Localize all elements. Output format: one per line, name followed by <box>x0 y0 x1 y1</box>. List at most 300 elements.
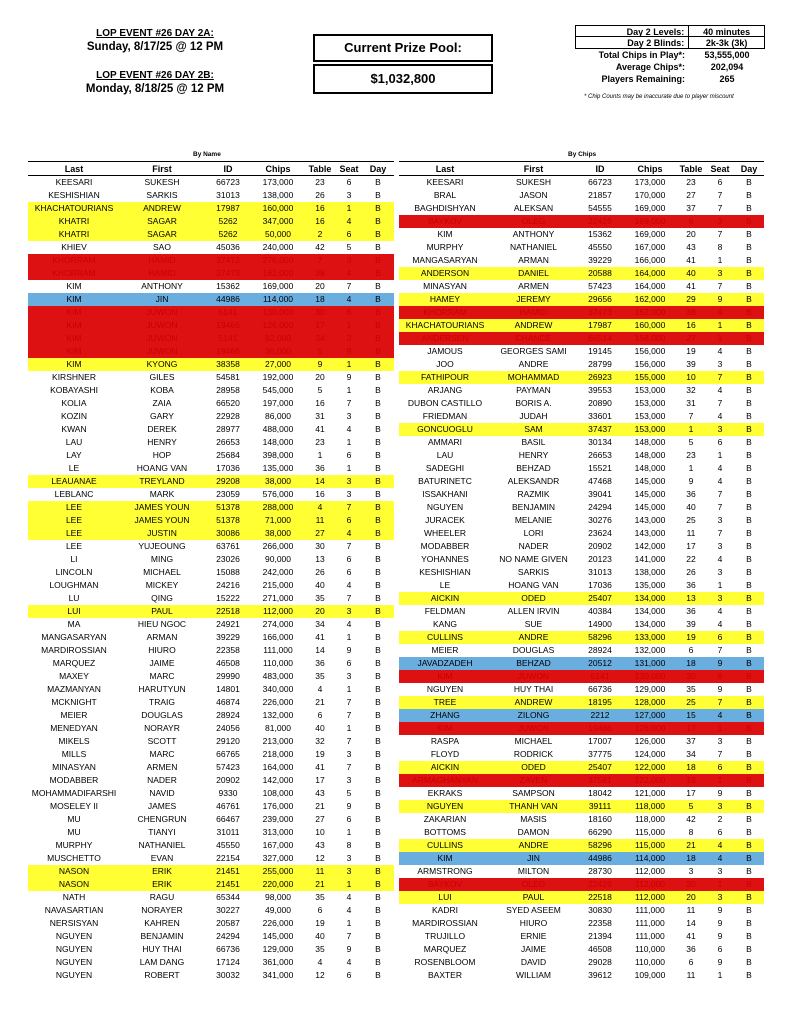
cell-id: 28799 <box>588 359 612 369</box>
cell-last: YOHANNES <box>421 554 469 564</box>
cell-seat: 4 <box>706 839 734 852</box>
by-chips-label: By Chips <box>568 151 597 158</box>
cell-day: B <box>746 476 752 486</box>
cell-chips: 111,000 <box>263 645 293 655</box>
table-row <box>399 423 764 436</box>
table-row <box>28 709 394 722</box>
cell-first: JAMES YOUN <box>120 514 204 527</box>
cell-first: BASIL <box>521 437 546 447</box>
cell-first: MING <box>150 554 174 564</box>
cell-seat: 6 <box>346 814 352 824</box>
cell-table: 13 <box>676 592 706 605</box>
cell-id: 26653 <box>588 450 612 460</box>
cell-last: MU <box>67 827 81 837</box>
cell-last: LAY <box>66 450 82 460</box>
cell-id: 25407 <box>576 592 624 605</box>
table-row <box>399 800 764 813</box>
cell-day: B <box>734 371 764 384</box>
cell-chips: 122,000 <box>624 774 676 787</box>
cell-day: B <box>362 215 394 228</box>
cell-table: 32 <box>315 736 325 746</box>
cell-chips: 398,000 <box>262 450 294 460</box>
table-row <box>28 722 394 735</box>
cell-table: 9 <box>688 476 694 486</box>
cell-seat: 3 <box>346 411 352 421</box>
cell-last: LAU <box>436 450 454 460</box>
cell-id: 26653 <box>216 437 240 447</box>
cell-first: NAVID <box>149 788 175 798</box>
cell-first: ANDREW <box>491 696 576 709</box>
cell-day: B <box>734 878 764 891</box>
table-row <box>28 683 394 696</box>
table-row <box>399 462 764 475</box>
cell-first: LAM DANG <box>139 957 185 967</box>
cell-day: B <box>375 905 381 915</box>
cell-seat: 7 <box>346 762 352 772</box>
cell-table: 23 <box>315 177 325 187</box>
cell-seat: 7 <box>717 190 723 200</box>
cell-last: KHORRAM <box>399 306 491 319</box>
cell-table: 34 <box>315 619 325 629</box>
cell-last: AICKIN <box>399 761 491 774</box>
cell-table: 30 <box>676 670 706 683</box>
cell-chips: 90,000 <box>265 554 291 564</box>
cell-day: B <box>746 866 752 876</box>
cell-last: NGUYEN <box>55 931 93 941</box>
cell-chips: 156,000 <box>634 359 666 369</box>
cell-chips: 160,000 <box>624 319 676 332</box>
cell-day: B <box>746 463 752 473</box>
cell-table: 39 <box>686 619 696 629</box>
cell-id: 40384 <box>588 606 612 616</box>
cell-id: 17036 <box>216 463 240 473</box>
cell-chips: 155,000 <box>624 371 676 384</box>
table-row <box>28 449 394 462</box>
cell-day: B <box>375 762 381 772</box>
cell-seat: 6 <box>717 177 723 187</box>
cell-id: 15362 <box>216 281 240 291</box>
cell-day: B <box>734 774 764 787</box>
cell-id: 45550 <box>588 242 612 252</box>
cell-chips: 153,000 <box>634 398 666 408</box>
cell-seat: 1 <box>346 437 352 447</box>
cell-day: B <box>734 657 764 670</box>
cell-day: B <box>375 775 381 785</box>
cell-id: 21451 <box>204 865 252 878</box>
cell-seat: 7 <box>717 229 723 239</box>
column-header-last: Last <box>28 162 120 176</box>
cell-seat: 6 <box>336 306 362 319</box>
cell-first: JUWON <box>491 670 576 683</box>
table-row <box>399 488 764 501</box>
cell-day: B <box>375 619 381 629</box>
cell-first: KYONG <box>120 358 204 371</box>
cell-last: KIRSHNER <box>52 372 96 382</box>
cell-id: 39229 <box>216 632 240 642</box>
cell-table: 40 <box>315 580 325 590</box>
table-row <box>28 501 394 514</box>
cell-seat: 6 <box>346 658 352 668</box>
cell-table: 4 <box>317 684 323 694</box>
cell-last: MCKNIGHT <box>51 697 97 707</box>
cell-first: GILES <box>149 372 175 382</box>
table-row <box>28 878 394 891</box>
table-row <box>399 735 764 748</box>
cell-day: B <box>734 293 764 306</box>
cell-day: B <box>746 411 752 421</box>
cell-table: 37 <box>686 736 696 746</box>
cell-table: 5 <box>304 345 336 358</box>
cell-table: 12 <box>315 970 325 980</box>
cell-chips: 114,000 <box>624 852 676 865</box>
cell-day: B <box>746 684 752 694</box>
cell-id: 39111 <box>576 800 624 813</box>
cell-id: 15222 <box>216 593 240 603</box>
cell-id: 17987 <box>204 202 252 215</box>
table-row <box>28 215 394 228</box>
cell-day: B <box>375 892 381 902</box>
table-row <box>399 475 764 488</box>
cell-day: B <box>375 489 381 499</box>
table-row <box>399 397 764 410</box>
table-row <box>28 865 394 878</box>
cell-chips: 111,000 <box>635 905 665 915</box>
cell-last: MILLS <box>61 749 87 759</box>
cell-seat: 6 <box>336 228 362 241</box>
stat-row <box>575 49 765 61</box>
cell-table: 7 <box>688 411 694 421</box>
cell-last: KOBAYASHI <box>50 385 98 395</box>
table-row <box>399 176 764 190</box>
cell-table: 16 <box>315 398 325 408</box>
cell-id: 38358 <box>204 358 252 371</box>
cell-table: 16 <box>304 215 336 228</box>
cell-id: 20587 <box>216 918 240 928</box>
cell-last: TRUJILLO <box>424 931 466 941</box>
cell-id: 58296 <box>576 631 624 644</box>
column-header-seat: Seat <box>706 162 734 176</box>
table-row <box>399 787 764 800</box>
cell-seat: 1 <box>346 918 352 928</box>
cell-table: 25 <box>686 515 696 525</box>
table-row <box>399 358 764 371</box>
cell-id: 14801 <box>216 684 240 694</box>
cell-id: 66290 <box>588 827 612 837</box>
cell-id: 9330 <box>218 788 238 798</box>
table-row <box>28 410 394 423</box>
cell-first: JAMES YOUN <box>120 501 204 514</box>
cell-first: HOP <box>152 450 172 460</box>
cell-chips: 271,000 <box>262 593 294 603</box>
cell-day: B <box>375 541 381 551</box>
cell-id: 66514 <box>576 332 624 345</box>
cell-table: 40 <box>315 723 325 733</box>
cell-first: JUDAH <box>519 411 548 421</box>
table-row <box>399 306 764 319</box>
cell-chips: 169,000 <box>634 229 666 239</box>
cell-id: 14900 <box>588 619 612 629</box>
cell-table: 38 <box>676 306 706 319</box>
cell-id: 23624 <box>588 528 612 538</box>
table-row <box>399 670 764 683</box>
cell-id: 30086 <box>204 527 252 540</box>
cell-table: 19 <box>676 631 706 644</box>
cell-id: 22518 <box>576 891 624 904</box>
cell-day: B <box>746 229 752 239</box>
cell-first: MICKEY <box>145 580 179 590</box>
table-row <box>28 761 394 774</box>
cell-last: HAMEY <box>399 293 491 306</box>
cell-id: 18042 <box>588 788 612 798</box>
cell-last: MIKELS <box>58 736 90 746</box>
cell-day: B <box>746 541 752 551</box>
cell-seat: 4 <box>717 476 723 486</box>
cell-table: 35 <box>315 671 325 681</box>
cell-day: B <box>362 293 394 306</box>
stat-value: 40 minutes <box>688 25 765 37</box>
cell-chips: 488,000 <box>262 424 294 434</box>
cell-seat: 7 <box>717 645 723 655</box>
cell-day: B <box>746 970 752 980</box>
table-row <box>28 488 394 501</box>
table-row <box>28 371 394 384</box>
cell-id: 17036 <box>588 580 612 590</box>
cell-first: MARK <box>149 489 175 499</box>
cell-id: 58296 <box>576 839 624 852</box>
cell-day: B <box>375 970 381 980</box>
cell-last: BRAL <box>433 190 457 200</box>
cell-day: B <box>375 723 381 733</box>
table-row <box>399 293 764 306</box>
cell-day: B <box>746 645 752 655</box>
cell-first: JIN <box>120 293 204 306</box>
cell-last: ARJANG <box>427 385 463 395</box>
cell-chips: 129,000 <box>262 944 294 954</box>
cell-id: 30134 <box>588 437 612 447</box>
cell-table: 20 <box>304 605 336 618</box>
cell-seat: 4 <box>717 606 723 616</box>
cell-seat: 7 <box>346 398 352 408</box>
cell-chips: 138,000 <box>634 567 666 577</box>
cell-first: ANDRE <box>491 631 576 644</box>
cell-day: B <box>734 696 764 709</box>
cell-seat: 4 <box>346 905 352 915</box>
cell-seat: 7 <box>717 528 723 538</box>
cell-day: B <box>362 475 394 488</box>
cell-first: ARMEN <box>518 281 549 291</box>
cell-chips: 49,000 <box>265 905 291 915</box>
cell-id: 21451 <box>204 878 252 891</box>
cell-id: 29120 <box>216 736 240 746</box>
cell-seat: 1 <box>346 684 352 694</box>
table-row <box>28 527 394 540</box>
event-title-day-2a: LOP EVENT #26 DAY 2A: <box>96 28 214 39</box>
cell-chips: 131,000 <box>624 657 676 670</box>
cell-table: 41 <box>315 762 325 772</box>
stat-value: 2k-3k (3k) <box>688 37 765 49</box>
cell-last: KIM <box>28 319 120 332</box>
cell-table: 32 <box>686 385 696 395</box>
cell-id: 66723 <box>588 177 612 187</box>
cell-id: 57423 <box>216 762 240 772</box>
cell-day: B <box>746 814 752 824</box>
cell-day: B <box>746 281 752 291</box>
cell-id: 15362 <box>588 229 612 239</box>
cell-seat: 3 <box>717 736 723 746</box>
table-row <box>28 618 394 631</box>
table-row <box>399 553 764 566</box>
table-row <box>399 345 764 358</box>
cell-chips: 239,000 <box>262 814 294 824</box>
cell-last: KEESARI <box>55 177 93 187</box>
cell-last: MARDIROSSIAN <box>41 645 107 655</box>
cell-last: TREE <box>399 696 491 709</box>
cell-first: ZILONG <box>491 709 576 722</box>
cell-id: 22358 <box>588 918 612 928</box>
cell-table: 36 <box>686 580 696 590</box>
cell-day: B <box>362 202 394 215</box>
column-header-seat: Seat <box>336 162 362 176</box>
column-header-last: Last <box>399 162 491 176</box>
cell-chips: 127,000 <box>624 709 676 722</box>
cell-id: 29028 <box>588 957 612 967</box>
cell-table: 41 <box>686 255 696 265</box>
cell-seat: 7 <box>346 697 352 707</box>
cell-table: 13 <box>315 554 325 564</box>
cell-id: 37473 <box>576 306 624 319</box>
table-row <box>399 930 764 943</box>
cell-first: NATHANIEL <box>509 242 558 252</box>
cell-day: B <box>746 957 752 967</box>
cell-first: BENJAMIN <box>140 931 184 941</box>
cell-day: B <box>746 489 752 499</box>
cell-day: B <box>375 957 381 967</box>
cell-seat: 4 <box>346 892 352 902</box>
table-row <box>399 215 764 228</box>
cell-table: 5 <box>317 385 323 395</box>
cell-first: NO NAME GIVEN <box>499 554 568 564</box>
cell-id: 17007 <box>588 736 612 746</box>
cell-first: PAUL <box>491 891 576 904</box>
cell-table: 40 <box>676 267 706 280</box>
cell-day: B <box>362 345 394 358</box>
cell-seat: 6 <box>706 670 734 683</box>
cell-last: KOLIA <box>61 398 87 408</box>
cell-day: B <box>734 319 764 332</box>
cell-first: BORIS A. <box>515 398 552 408</box>
cell-table: 17 <box>686 541 696 551</box>
cell-id: 46508 <box>588 944 612 954</box>
cell-day: B <box>746 450 752 460</box>
cell-day: B <box>375 385 381 395</box>
cell-last: LI <box>70 554 78 564</box>
cell-last: MAZMANYAN <box>47 684 101 694</box>
table-row <box>28 345 394 358</box>
cell-first: SAGAR <box>120 228 204 241</box>
cell-seat: 9 <box>706 293 734 306</box>
cell-chips: 153,000 <box>624 423 676 436</box>
cell-table: 27 <box>686 190 696 200</box>
cell-seat: 3 <box>706 423 734 436</box>
cell-last: KOZIN <box>61 411 87 421</box>
cell-day: B <box>734 423 764 436</box>
cell-id: 37775 <box>588 749 612 759</box>
cell-seat: 3 <box>336 865 362 878</box>
cell-last: MOSELEY II <box>49 801 99 811</box>
chip-count-note: * Chip Counts may be inaccurate due to player miscount <box>584 94 734 100</box>
cell-first: RAZMIK <box>517 489 550 499</box>
table-row <box>28 579 394 592</box>
cell-seat: 6 <box>336 514 362 527</box>
cell-first: CHENGRUN <box>137 814 187 824</box>
cell-id: 39612 <box>588 970 612 980</box>
cell-chips: 121,000 <box>634 788 666 798</box>
cell-chips: 132,000 <box>634 645 666 655</box>
cell-table: 38 <box>304 267 336 280</box>
cell-last: NGUYEN <box>399 800 491 813</box>
cell-id: 18160 <box>588 814 612 824</box>
cell-id: 31013 <box>216 190 240 200</box>
cell-first: TIANYI <box>148 827 176 837</box>
cell-chips: 340,000 <box>262 684 294 694</box>
cell-table: 42 <box>315 242 325 252</box>
cell-day: B <box>746 177 752 187</box>
cell-day: B <box>375 593 381 603</box>
cell-last: ARMAGHANYAN <box>399 774 491 787</box>
table-row <box>28 514 394 527</box>
cell-table: 8 <box>688 827 694 837</box>
cell-table: 17 <box>676 722 706 735</box>
cell-table: 18 <box>676 761 706 774</box>
column-header-first: First <box>120 162 204 176</box>
cell-last: NASON <box>28 878 120 891</box>
cell-chips: 142,000 <box>262 775 294 785</box>
cell-first: ANDRE <box>518 359 549 369</box>
cell-chips: 226,000 <box>262 918 294 928</box>
cell-table: 40 <box>315 931 325 941</box>
table-row <box>28 943 394 956</box>
table-header-row <box>399 162 764 176</box>
cell-chips: 130,000 <box>624 670 676 683</box>
cell-seat: 3 <box>717 359 723 369</box>
table-row <box>399 748 764 761</box>
cell-first: PAUL <box>120 605 204 618</box>
table-row <box>28 631 394 644</box>
cell-seat: 7 <box>336 501 362 514</box>
column-header-first: First <box>491 162 576 176</box>
cell-seat: 6 <box>346 554 352 564</box>
cell-table: 30 <box>304 306 336 319</box>
table-row <box>28 956 394 969</box>
cell-seat: 1 <box>717 450 723 460</box>
cell-day: B <box>375 931 381 941</box>
cell-last: RASPA <box>430 736 460 746</box>
cell-day: B <box>746 255 752 265</box>
cell-id: 23026 <box>216 554 240 564</box>
cell-seat: 9 <box>717 957 723 967</box>
cell-day: B <box>375 580 381 590</box>
table-row <box>28 813 394 826</box>
cell-seat: 7 <box>346 710 352 720</box>
cell-last: JOO <box>436 359 454 369</box>
cell-last: MAXEY <box>59 671 89 681</box>
cell-last: KESHISHIAN <box>419 567 471 577</box>
cell-day: B <box>746 515 752 525</box>
cell-chips: 108,000 <box>262 788 294 798</box>
by-name-label: By Name <box>193 151 221 158</box>
table-row <box>28 202 394 215</box>
cell-seat: 3 <box>717 541 723 551</box>
